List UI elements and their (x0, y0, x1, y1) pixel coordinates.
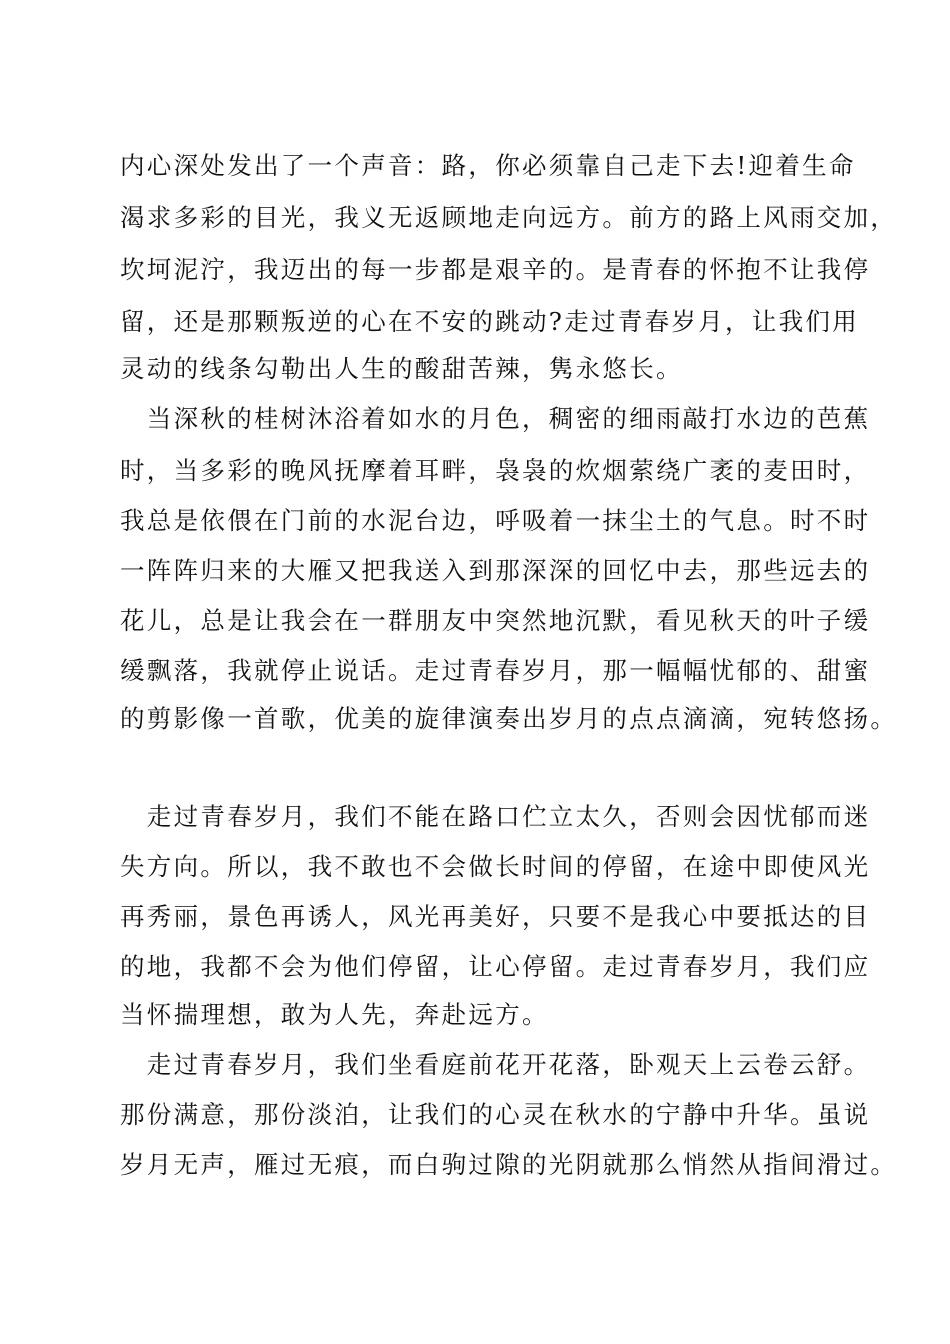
text-line: 留，还是那颗叛逆的心在不安的跳动?走过青春岁月，让我们用 (120, 307, 860, 336)
text-line: 灵动的线条勾勒出人生的酸甜苦辣，隽永悠长。 (120, 354, 683, 383)
text-line: 当怀揣理想，敢为人先，奔赴远方。 (120, 1000, 549, 1029)
text-line: 那份满意，那份淡泊，让我们的心灵在秋水的宁静中升华。虽说 (120, 1100, 871, 1129)
text-line: 当深秋的桂树沐浴着如水的月色，稠密的细雨敲打水边的芭蕉 (120, 404, 871, 433)
text-line: 花儿，总是让我会在一群朋友中突然地沉默，看见秋天的叶子缓 (120, 606, 871, 635)
text-line: 再秀丽，景色再诱人，风光再美好，只要不是我心中要抵达的目 (120, 902, 871, 931)
text-line: 的剪影像一首歌，优美的旋律演奏出岁月的点点滴滴，宛转悠扬。 (120, 704, 898, 733)
text-line: 走过青春岁月，我们坐看庭前花开花落，卧观天上云卷云舒。 (120, 1050, 871, 1079)
text-line: 一阵阵归来的大雁又把我送入到那深深的回忆中去，那些远去的 (120, 556, 871, 585)
text-line: 失方向。所以，我不敢也不会做长时间的停留，在途中即使风光 (120, 852, 871, 881)
text-line: 坎坷泥泞，我迈出的每一步都是艰辛的。是青春的怀抱不让我停 (120, 255, 871, 284)
text-line: 内心深处发出了一个声音：路，你必须靠自己走下去!迎着生命 (120, 151, 856, 180)
text-line: 的地，我都不会为他们停留，让心停留。走过青春岁月，我们应 (120, 952, 871, 981)
text-line: 我总是依偎在门前的水泥台边，呼吸着一抹尘土的气息。时不时 (120, 506, 871, 535)
text-line: 走过青春岁月，我们不能在路口伫立太久，否则会因忧郁而迷 (120, 802, 871, 831)
text-line: 缓飘落，我就停止说话。走过青春岁月，那一幅幅忧郁的、甜蜜 (120, 656, 871, 685)
text-line: 岁月无声，雁过无痕，而白驹过隙的光阴就那么悄然从指间滑过。 (120, 1150, 898, 1179)
text-line: 渴求多彩的目光，我义无返顾地走向远方。前方的路上风雨交加， (120, 203, 898, 232)
text-line: 时，当多彩的晚风抚摩着耳畔，袅袅的炊烟萦绕广袤的麦田时， (120, 456, 871, 485)
